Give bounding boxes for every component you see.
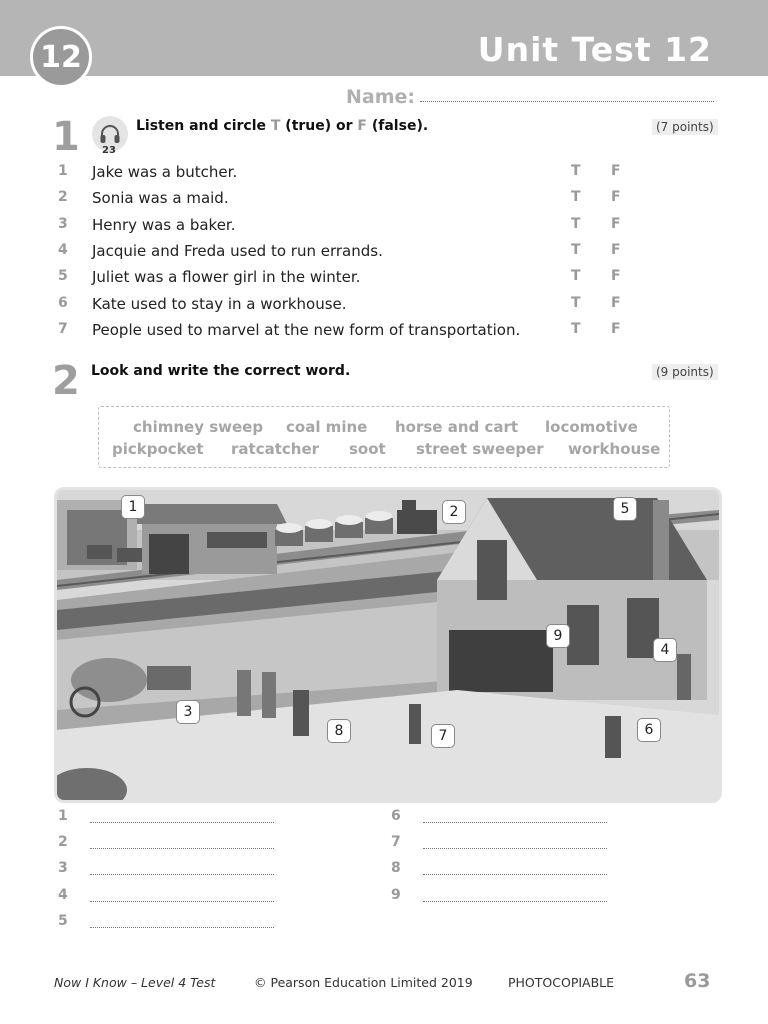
false-option[interactable]: F xyxy=(611,163,621,179)
page-number: 63 xyxy=(684,970,711,992)
footer-book-title: Now I Know – Level 4 Test xyxy=(54,975,216,990)
word-bank-item: chimney sweep xyxy=(133,418,264,436)
question-number: 2 xyxy=(58,189,68,205)
true-option[interactable]: T xyxy=(571,242,581,258)
question-row xyxy=(58,321,628,343)
question-number: 1 xyxy=(58,163,68,179)
section-1-points: (7 points) xyxy=(652,119,718,135)
answer-row xyxy=(58,913,278,935)
word-bank-item: coal mine xyxy=(286,418,368,436)
answer-row xyxy=(58,808,278,830)
section-2-number: 2 xyxy=(52,358,80,404)
true-option[interactable]: T xyxy=(571,321,581,337)
answer-number: 6 xyxy=(391,808,401,824)
answer-line[interactable] xyxy=(423,822,607,823)
answer-line[interactable] xyxy=(90,901,274,902)
true-option[interactable]: T xyxy=(571,216,581,232)
question-row xyxy=(58,163,628,185)
section-2-instruction: Look and write the correct word. xyxy=(91,363,351,379)
name-writing-line[interactable] xyxy=(420,101,714,102)
answer-line[interactable] xyxy=(90,874,274,875)
question-row xyxy=(58,242,628,264)
picture-label-1: 1 xyxy=(121,495,145,519)
picture-label-5: 5 xyxy=(613,497,637,521)
question-row xyxy=(58,295,628,317)
question-text: Jacquie and Freda used to run errands. xyxy=(92,242,383,260)
answer-row xyxy=(391,860,611,882)
answer-line[interactable] xyxy=(423,901,607,902)
answer-row xyxy=(58,887,278,909)
answer-number: 4 xyxy=(58,887,68,903)
word-bank-item: soot xyxy=(349,440,386,458)
true-option[interactable]: T xyxy=(571,189,581,205)
false-option[interactable]: F xyxy=(611,321,621,337)
answer-row xyxy=(391,887,611,909)
answer-row xyxy=(391,834,611,856)
question-text: Kate used to stay in a workhouse. xyxy=(92,295,347,313)
word-bank-item: locomotive xyxy=(545,418,638,436)
unit-title: Unit Test 12 xyxy=(477,30,712,69)
footer-photocopiable: PHOTOCOPIABLE xyxy=(508,975,615,990)
picture-label-8: 8 xyxy=(327,719,351,743)
word-bank-item: pickpocket xyxy=(112,440,204,458)
question-text: Jake was a butcher. xyxy=(92,163,238,181)
answer-number: 5 xyxy=(58,913,68,929)
footer-copyright: © Pearson Education Limited 2019 xyxy=(254,975,473,990)
answer-number: 3 xyxy=(58,860,68,876)
question-number: 6 xyxy=(58,295,68,311)
false-option[interactable]: F xyxy=(611,216,621,232)
picture-label-9: 9 xyxy=(546,624,570,648)
unit-number-badge: 12 xyxy=(30,26,92,88)
word-bank-item: ratcatcher xyxy=(231,440,320,458)
word-bank-item: horse and cart xyxy=(395,418,519,436)
section-2-points: (9 points) xyxy=(652,364,718,380)
answer-number: 1 xyxy=(58,808,68,824)
false-option[interactable]: F xyxy=(611,268,621,284)
true-option[interactable]: T xyxy=(571,163,581,179)
question-number: 4 xyxy=(58,242,68,258)
answer-line[interactable] xyxy=(423,874,607,875)
picture-label-7: 7 xyxy=(431,724,455,748)
audio-track-number: 23 xyxy=(102,145,116,156)
question-text: Juliet was a flower girl in the winter. xyxy=(92,268,361,286)
question-number: 5 xyxy=(58,268,68,284)
picture-label-2: 2 xyxy=(442,500,466,524)
answer-line[interactable] xyxy=(90,848,274,849)
answer-number: 9 xyxy=(391,887,401,903)
question-number: 7 xyxy=(58,321,68,337)
question-text: People used to marvel at the new form of transportation. xyxy=(92,321,521,339)
name-label: Name: xyxy=(346,86,416,108)
word-bank xyxy=(98,406,670,468)
victorian-street-scene-illustration xyxy=(54,487,722,803)
false-option[interactable]: F xyxy=(611,242,621,258)
answer-row xyxy=(58,860,278,882)
picture-label-6: 6 xyxy=(637,718,661,742)
answer-line[interactable] xyxy=(90,927,274,928)
answer-line[interactable] xyxy=(90,822,274,823)
answer-row xyxy=(58,834,278,856)
question-number: 3 xyxy=(58,216,68,232)
question-row xyxy=(58,189,628,211)
word-bank-item: street sweeper xyxy=(416,440,544,458)
answer-row xyxy=(391,808,611,830)
false-option[interactable]: F xyxy=(611,295,621,311)
picture-label-4: 4 xyxy=(653,638,677,662)
true-option[interactable]: T xyxy=(571,268,581,284)
answer-number: 7 xyxy=(391,834,401,850)
answer-number: 2 xyxy=(58,834,68,850)
section-1-instruction: Listen and circle T (true) or F (false). xyxy=(136,118,429,134)
false-option[interactable]: F xyxy=(611,189,621,205)
question-text: Henry was a baker. xyxy=(92,216,236,234)
answer-line[interactable] xyxy=(423,848,607,849)
question-text: Sonia was a maid. xyxy=(92,189,229,207)
word-bank-item: workhouse xyxy=(568,440,661,458)
section-1-number: 1 xyxy=(52,114,80,160)
true-option[interactable]: T xyxy=(571,295,581,311)
picture-label-3: 3 xyxy=(176,700,200,724)
answer-number: 8 xyxy=(391,860,401,876)
name-field[interactable] xyxy=(346,86,714,108)
question-row xyxy=(58,216,628,238)
question-row xyxy=(58,268,628,290)
